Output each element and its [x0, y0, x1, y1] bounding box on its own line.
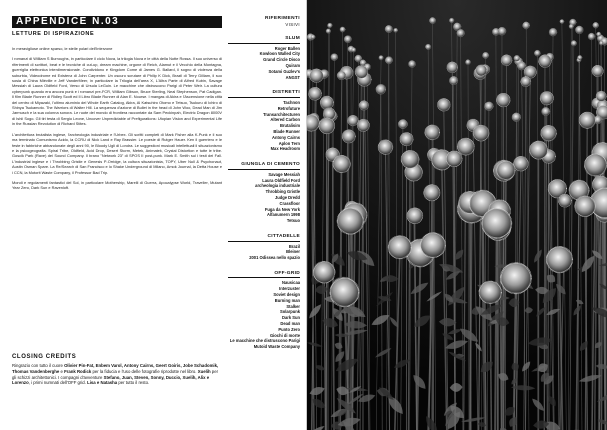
reference-item: Giochi di morte	[269, 332, 300, 338]
thistle-bloom	[320, 96, 333, 109]
body-paragraph-3: Mondi e regolamenti fantastici del Sol, in particolare Mothership, Marelli di Guerra, Apocalypse World, Traveller, Mutant Year Zero, Dark Sun e Ravenloft.	[12, 179, 222, 191]
body-paragraph-2: L'architettura brutalista inglese, l'archeologia industriale e l'Urbex. Gli scritti completi di Mark Fisher alla K-Punk e il suo ma terminato Comunismo Acido, la CCRU di Nick Land e Ray Brassier. Le poesie di Rutger Hauer. Ken il guerriero e le feste in fabbriche abbandonate degli anni 90, le Bloody Ugli di Londra. Le suggestioni musicali intellettuali il situazionismo e la psicogeografia. Spiral Tribe, Oldfield, Acid Drop, Desert Storm, Metek, Animatek, Crystal Distortion e tutte le tribe. Goscik Park (Rave) dei Sound Company. Il brano "Network 23" di SPOS II post-punk. Mark E. Smith sul i testi dei Fall. L'industrial inglese e i Throbbing Gristle e Genesis P-Orridge, la cultura situazionista, TOPY, Uber Null & Psychonaut, Austin Osman Spare. La Re/Search di San Francisco e lo Shake Underground di Milano, Amok Journal, la Detta House e i CCN, la Motorit Waste Company, il Professor Bad Trip.	[12, 131, 222, 175]
thistle-bloom	[376, 84, 386, 94]
reference-item: Dark Sun	[282, 315, 300, 321]
thistle-bloom	[534, 50, 540, 56]
thistle-bloom	[575, 26, 583, 34]
reference-item: Brutalisim	[279, 123, 300, 129]
appendix-title: APPENDICE N.03	[16, 16, 120, 27]
credit-name: Xuelih	[197, 368, 211, 374]
thistle-bloom	[337, 208, 363, 234]
thistle-bloom	[326, 29, 331, 34]
thistle-field-photo	[307, 0, 607, 430]
thistle-bloom	[521, 76, 531, 86]
reference-item: Altered Carbon	[270, 117, 300, 123]
thistle-bloom	[424, 185, 440, 201]
credit-name: Frank Rodick	[64, 368, 92, 374]
thistle-bloom	[400, 133, 413, 146]
thistle-bloom	[560, 19, 564, 23]
stem	[363, 129, 364, 430]
credit-name: Stefano, Juan, Steven, Sonny, Duccio, Xuelih, Alix e Lorenzo	[12, 374, 210, 386]
reference-item: Max Headroom	[270, 146, 300, 152]
reference-item: Savage Messiah	[268, 171, 300, 177]
right-page-photo	[307, 0, 607, 430]
thistle-bloom	[385, 57, 392, 64]
thistle-bloom	[485, 102, 494, 111]
thistle-bloom	[514, 156, 529, 171]
reference-item: Tachnon	[283, 99, 300, 105]
thistle-bloom	[479, 281, 501, 303]
appendix-subtitle: LETTURE DI ISPIRAZIONE	[12, 31, 95, 37]
thistle-bloom	[425, 44, 430, 49]
thistle-bloom	[331, 54, 338, 61]
reference-item: Punto Zero	[278, 326, 300, 332]
thistle-bloom	[327, 23, 332, 28]
thistle-bloom	[473, 125, 489, 141]
thistle-bloom	[512, 113, 521, 122]
thistle-bloom	[355, 66, 368, 79]
reference-item: Throbbing Gristle	[265, 189, 300, 195]
thistle-bloom	[421, 233, 446, 258]
thistle-bloom	[348, 115, 359, 126]
references-subheader: VISIVI	[285, 22, 300, 27]
reference-section-title: SLUM	[228, 36, 300, 44]
thistle-bloom	[337, 71, 346, 80]
credit-text: e	[59, 368, 65, 374]
thistle-bloom	[571, 41, 576, 46]
thistle-bloom	[593, 22, 599, 28]
thistle-bloom	[437, 98, 450, 111]
reference-item: Le macchine che distruscono Parigi	[229, 338, 300, 344]
thistle-bloom	[497, 93, 511, 107]
reference-section	[228, 36, 300, 80]
reference-item: Fuga da New York	[264, 206, 300, 212]
stem	[470, 209, 471, 430]
credit-text: Ringrazio con tutto il cuore	[12, 363, 65, 368]
thistle-bloom	[342, 130, 355, 143]
reference-item: Tetsuo	[286, 218, 300, 224]
closing-credits-heading: CLOSING CREDITS	[12, 354, 77, 360]
thistle-bloom	[310, 69, 323, 82]
thistle-bloom	[311, 35, 316, 40]
credit-name: Lisa e Natasha	[87, 380, 118, 386]
reference-item: Blade Runner	[273, 128, 300, 134]
reference-section	[228, 234, 300, 261]
credit-text: per gli schizzi architettonici. I compagni d'avventure	[12, 368, 219, 380]
thistle-bloom	[579, 112, 595, 128]
thistle-bloom	[407, 208, 423, 224]
thistle-bloom	[540, 92, 553, 105]
reference-item: Transarchitecturen	[263, 111, 300, 117]
thistle-bloom	[409, 61, 416, 68]
reference-item: Nausicaa	[282, 280, 300, 286]
reference-item: Laura Oldfield Ford	[262, 177, 300, 183]
thistle-bloom	[596, 32, 600, 36]
thistle-bloom	[523, 22, 530, 29]
credit-name: Olivier Pin-Fat, Enbem Varol, Antony Cairns, Geert Goiris, Jobe Schadomik, Thomas Vandenberghe	[12, 363, 219, 374]
closing-credits-text	[12, 363, 222, 386]
thistle-bloom	[429, 17, 435, 23]
thistle-bloom	[599, 41, 603, 45]
thistle-bloom	[457, 138, 474, 155]
reference-item: Retrofuture	[277, 105, 300, 111]
body-paragraph-1: I romanzi di William S Burroughs, in particolare il ciclo Nova, la trilogia Nova e le città della Notte Rossa. Il suo universo di riferimenti di scrittori, beat e le tecniche di cut-up, dream machine, orgone di Reich, Alamut e il Vecchio della Montagna, guerriglia elettronica interdimensionale. Condividono e Kingdom Come di James G. Ballard, il sogno di violenza della suburbia, Videodrome ed Existenz di John Carpenter. Un oscuro scrutare di Philip K Dick, Brazil di Terry Gilliam, il suo sosia di China Miéville e Jeff VanderMeer, in particolare la Trilogia dell'area X, L'Altra Parte di Alfred Kubin, Savage Messiah di Laura Oldfield Ford, Verso di Ursula LeGuin. Le macchine che distruscono Parigi di Peter Weir. La cultura cyberpunk quando era ancora punk e i romanzi pre-FCR, William Gibson, Bruce Sterling, Neal Stephenson, Pat Cadigan. Il film Blade Runner di Ridley Scott ed Il Libro Blade Runner di Alan E. Nourse. I mangas di Akira e l'Ascensione nella città del centro di Miyazaki, l'ultimo aluminio del Whole Earth Catalog, Akira, Al Katsuhiro Otomo e Tetsuo, Tsukuru di Ichiro di Shinya Tsukamoto. The Warriors di Walter Hill. La sequenza d'azione di Bullet in the head di John Woo, Dead Man di Jim Jarmusch e la sua colonna sonora. Le ruote del mondo di frontiera raccontate da Sam Peckinpah, Electric Dragon 8000V di Ishii Sogo. Gli tiri testa di Sergio Leone, Uncover Unpredictable of Prefigurations: Utopian Vision and Experimental Life in the Russian Revolution di Richard Stites.	[12, 56, 222, 127]
reference-item: Bleiner	[286, 249, 300, 255]
thistle-bloom	[585, 154, 607, 176]
thistle-bloom	[542, 107, 550, 115]
thistle-bloom	[539, 55, 552, 68]
reference-item: Alfanumern 1998	[267, 212, 300, 218]
reference-section-title: DISTRETTI	[228, 90, 300, 98]
thistle-bloom	[514, 55, 520, 61]
thistle-bloom	[330, 278, 359, 307]
thistle-bloom	[449, 76, 457, 84]
thistle-bloom	[558, 194, 571, 207]
inspiration-text-column	[12, 46, 222, 196]
thistle-bloom	[351, 48, 355, 52]
reference-section-title: CITTADELLE	[228, 234, 300, 242]
thistle-bloom	[588, 33, 595, 40]
thistle-bloom	[398, 120, 407, 129]
credit-text: , i primi numnati dell'OFF grid.	[28, 380, 88, 386]
reference-section	[228, 90, 300, 152]
references-column	[228, 16, 300, 360]
thistle-bloom	[359, 101, 369, 111]
references-header: RIFERIMENTI	[264, 16, 300, 21]
thistle-bloom	[547, 247, 573, 273]
thistle-bloom	[596, 91, 606, 101]
thistle-bloom	[530, 141, 548, 159]
thistle-bloom	[340, 27, 345, 32]
thistle-bloom	[309, 87, 322, 100]
reference-item: Dead man	[280, 321, 300, 327]
reference-item: Solarpunk	[279, 309, 300, 315]
thistle-bloom	[482, 52, 488, 58]
thistle-bloom	[498, 27, 506, 35]
reference-item: Aplon Tern	[278, 140, 300, 146]
reference-item: Sotami Guzlev's	[268, 68, 300, 74]
reference-section	[228, 271, 300, 350]
reference-section-title: GIUNGLA DI CEMENTO	[228, 162, 300, 170]
thistle-bloom	[401, 150, 419, 168]
thistle-bloom	[447, 62, 458, 73]
thistle-bloom	[501, 55, 512, 66]
intro-paragraph: In meravigliose online sparso, le stelle polari dell'Interzone	[12, 46, 113, 51]
thistle-bloom	[577, 55, 582, 60]
thistle-bloom	[482, 209, 511, 238]
thistle-bloom	[333, 155, 350, 172]
thistle-bloom	[357, 119, 369, 131]
thistle-bloom	[517, 62, 525, 70]
reference-item: archeologia industriale	[255, 183, 300, 189]
references-sections	[228, 36, 300, 350]
reference-item: Stalker	[286, 303, 300, 309]
credit-text: per la fiducia e l'uso delle fotografie riprodotte nel libro.	[91, 368, 198, 374]
thistle-bloom	[388, 236, 411, 259]
reference-item: Burning man	[274, 297, 300, 303]
reference-item: ANGST	[285, 74, 300, 80]
reference-item: Roger Ballen	[274, 45, 300, 51]
thistle-bloom	[501, 263, 531, 293]
reference-item: Kowloon Walled City	[259, 51, 300, 57]
thistle-bloom	[446, 151, 462, 167]
reference-item: Quiram	[285, 62, 300, 68]
thistle-bloom	[385, 25, 392, 32]
thistle-bloom	[313, 262, 334, 283]
thistle-bloom	[549, 28, 557, 36]
reference-section	[228, 162, 300, 224]
thistle-bloom	[394, 28, 398, 32]
thistle-bloom	[378, 140, 393, 155]
thistle-bloom	[497, 161, 515, 179]
thistle-bloom	[541, 125, 557, 141]
thistle-bloom	[465, 60, 470, 65]
thistle-bloom	[344, 36, 351, 43]
reference-item: Interzuster	[279, 286, 300, 292]
thistle-bloom	[476, 65, 487, 76]
reference-item: 2001 Odissea nello spazio	[249, 255, 300, 261]
reference-item: Soviet design	[273, 292, 300, 298]
thistle-bloom	[453, 23, 461, 31]
thistle-bloom	[575, 196, 595, 216]
reference-item: Grand Circle Disco	[263, 57, 300, 63]
stem	[548, 138, 549, 430]
thistle-bloom	[425, 125, 440, 140]
thistle-bloom	[379, 56, 383, 60]
thistle-bloom	[569, 24, 573, 28]
reference-item: Crassfloor	[279, 200, 300, 206]
thistle-bloom	[592, 65, 603, 76]
reference-item: Judge Dredd	[274, 194, 300, 200]
reference-item: Mutoid Waste Company	[253, 344, 300, 350]
credit-text: per tutto il resto.	[117, 380, 150, 386]
reference-section-title: OFF-GRID	[228, 271, 300, 279]
reference-item: Antony Cairns	[272, 134, 300, 140]
thistle-bloom	[319, 118, 335, 134]
thistle-bloom	[449, 18, 454, 23]
reference-item: Brazil	[288, 243, 300, 249]
